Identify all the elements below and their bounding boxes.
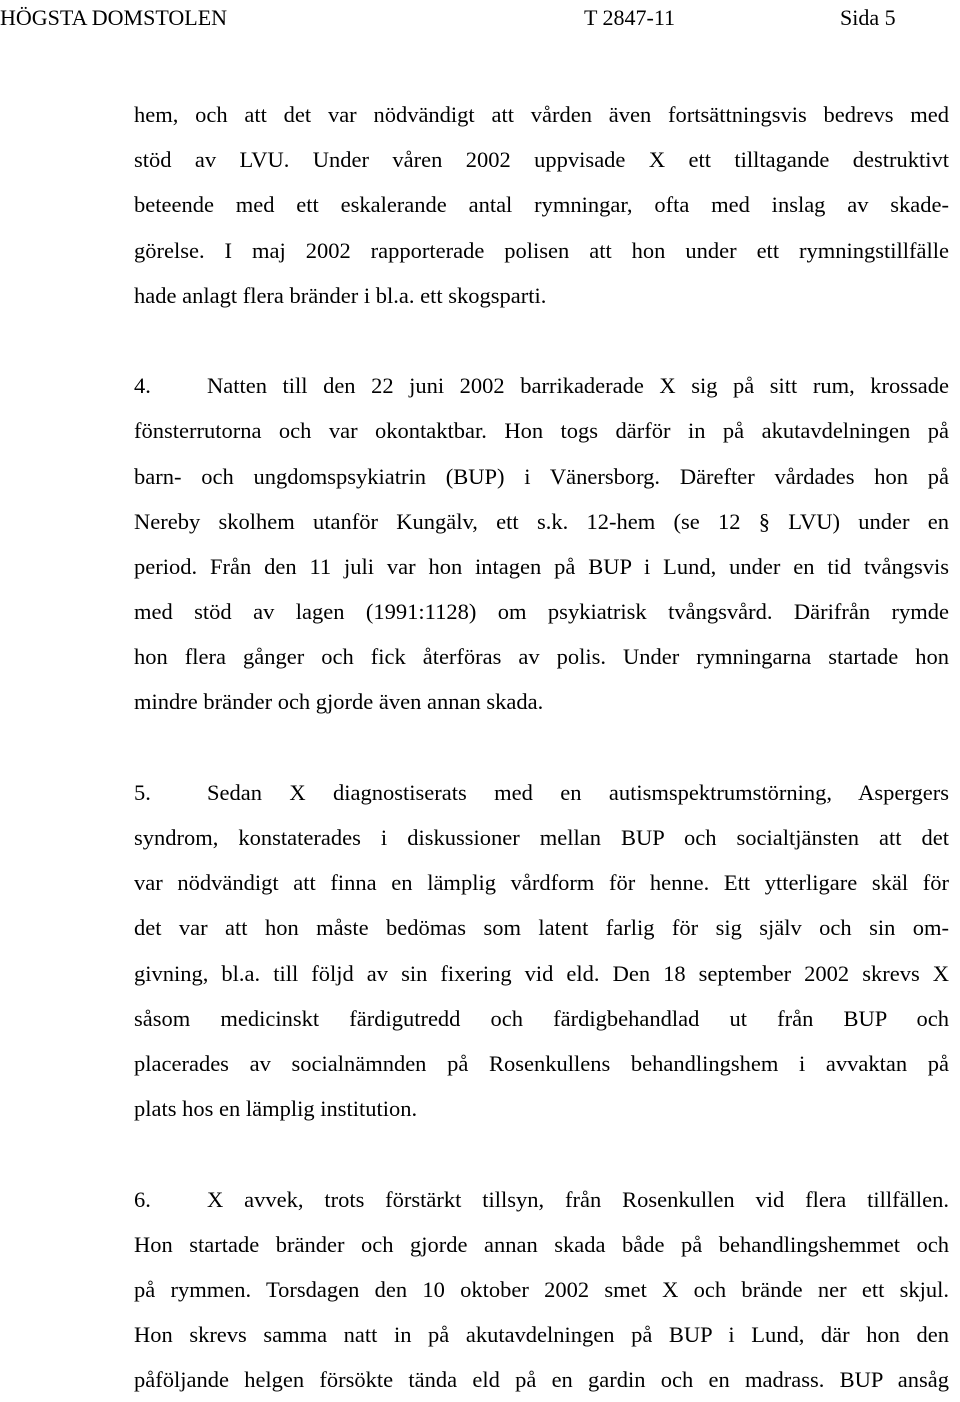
paragraph-continued xyxy=(134,92,960,318)
text-line: barn- och ungdomspsykiatrin (BUP) i Vänersborg. Därefter vårdades hon på xyxy=(134,454,949,499)
text-line-content: Sedan X diagnostiserats med en autismspektrumstörning, Aspergers xyxy=(207,770,949,815)
text-line xyxy=(134,1177,949,1222)
text-line: plats hos en lämplig institution. xyxy=(134,1086,960,1131)
text-line: stöd av LVU. Under våren 2002 uppvisade X ett tilltagande destruktivt xyxy=(134,137,949,182)
text-line: placerades av socialnämnden på Rosenkullens behandlingshem i avvaktan på xyxy=(134,1041,949,1086)
text-line: beteende med ett eskalerande antal rymningar, ofta med inslag av skade- xyxy=(134,182,949,227)
text-line: var nödvändigt att finna en lämplig vårdform för henne. Ett ytterligare skäl för xyxy=(134,860,949,905)
paragraph-number: 5. xyxy=(134,770,207,815)
text-line: givning, bl.a. till följd av sin fixering vid eld. Den 18 september 2002 skrevs X xyxy=(134,951,949,996)
text-line: syndrom, konstaterades i diskussioner mellan BUP och socialtjänsten att det xyxy=(134,815,949,860)
text-line: görelse. I maj 2002 rapporterade polisen att hon under ett rymningstillfälle xyxy=(134,228,949,273)
paragraph-5 xyxy=(134,770,960,1132)
text-line xyxy=(134,770,949,815)
text-line: Hon skrevs samma natt in på akutavdelningen på BUP i Lund, där hon den xyxy=(134,1312,949,1357)
text-line: på rymmen. Torsdagen den 10 oktober 2002 smet X och brände ner ett skjul. xyxy=(134,1267,949,1312)
document-body xyxy=(134,92,960,1402)
text-line: fönsterrutorna och var okontaktbar. Hon togs därför in på akutavdelningen på xyxy=(134,408,949,453)
text-line: Hon startade bränder och gjorde annan skada både på behandlingshemmet och xyxy=(134,1222,949,1267)
text-line: såsom medicinskt färdigutredd och färdigbehandlad ut från BUP och xyxy=(134,996,949,1041)
text-line: det var att hon måste bedömas som latent farlig för sig själv och sin om- xyxy=(134,905,949,950)
court-name: HÖGSTA DOMSTOLEN xyxy=(0,0,227,36)
text-line: påföljande helgen försökte tända eld på en gardin och en madrass. BUP ansåg xyxy=(134,1357,949,1402)
text-line: Nereby skolhem utanför Kungälv, ett s.k. 12-hem (se 12 § LVU) under en xyxy=(134,499,949,544)
text-line: hem, och att det var nödvändigt att vården även fortsättningsvis bedrevs med xyxy=(134,92,949,137)
page-header xyxy=(0,0,960,40)
text-line xyxy=(134,363,949,408)
text-line: hade anlagt flera bränder i bl.a. ett skogsparti. xyxy=(134,273,960,318)
paragraph-4 xyxy=(134,363,960,725)
case-number: T 2847-11 xyxy=(584,0,675,36)
text-line-content: X avvek, trots förstärkt tillsyn, från Rosenkullen vid flera tillfällen. xyxy=(207,1177,949,1222)
paragraph-6 xyxy=(134,1177,960,1402)
paragraph-number: 6. xyxy=(134,1177,207,1222)
text-line-content: Natten till den 22 juni 2002 barrikaderade X sig på sitt rum, krossade xyxy=(207,363,949,408)
text-line: period. Från den 11 juli var hon intagen på BUP i Lund, under en tid tvångsvis xyxy=(134,544,949,589)
text-line: med stöd av lagen (1991:1128) om psykiatrisk tvångsvård. Därifrån rymde xyxy=(134,589,949,634)
paragraph-number: 4. xyxy=(134,363,207,408)
text-line: hon flera gånger och fick återföras av polis. Under rymningarna startade hon xyxy=(134,634,949,679)
page-number: Sida 5 xyxy=(840,0,896,36)
text-line: mindre bränder och gjorde även annan skada. xyxy=(134,679,960,724)
